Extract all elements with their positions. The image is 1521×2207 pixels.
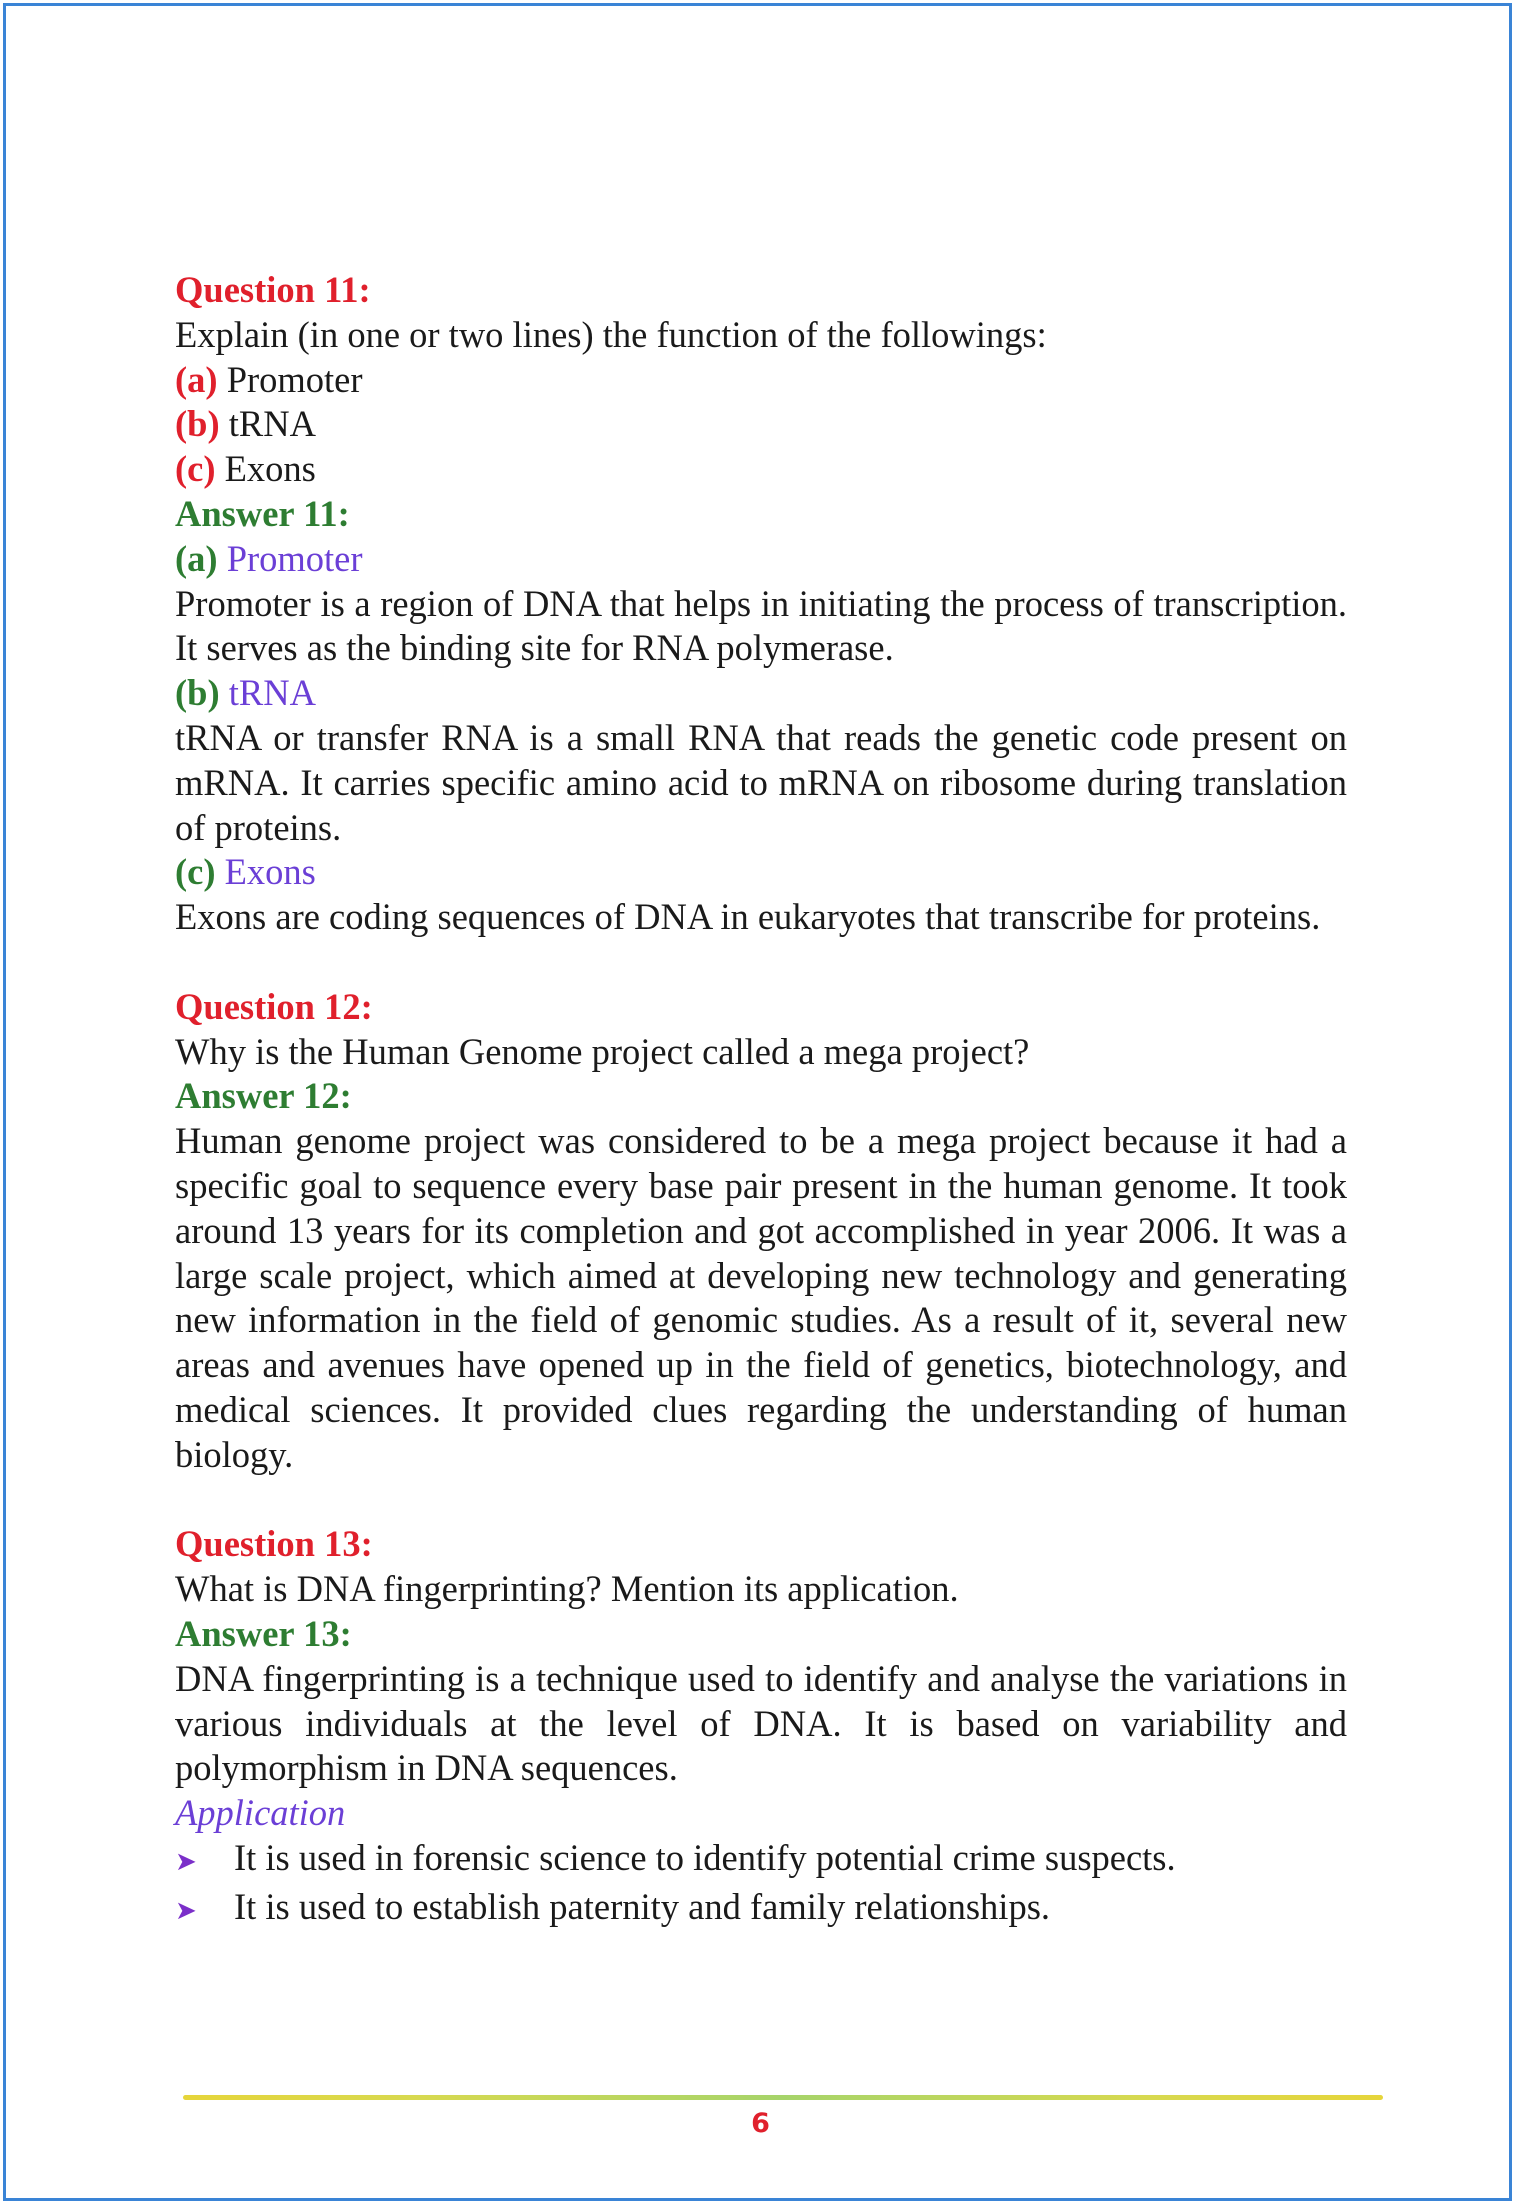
answer-11-a-heading <box>175 537 1347 582</box>
question-11-option-b <box>175 402 1347 447</box>
option-text: tRNA <box>228 403 316 445</box>
option-text: Exons <box>224 448 316 490</box>
answer-letter: (b) <box>175 672 220 714</box>
option-letter: (a) <box>175 358 218 400</box>
section-spacer <box>175 1478 1347 1523</box>
question-11-title: Question 11: <box>175 269 371 310</box>
question-11-option-a <box>175 358 1347 403</box>
page-number: 6 <box>751 2108 770 2139</box>
answer-11-c-text: Exons are coding sequences of DNA in eukaryotes that transcribe for proteins. <box>175 896 1321 938</box>
option-letter: (c) <box>175 448 216 490</box>
question-11-prompt: Explain (in one or two lines) the function of the followings: <box>175 313 1047 355</box>
application-heading: Application <box>175 1792 346 1834</box>
answer-11-c-heading <box>175 850 1347 895</box>
answer-term: Exons <box>224 851 316 893</box>
option-text: Promoter <box>226 358 363 400</box>
application-text: It is used to establish paternity and family relationships. <box>234 1885 1051 1927</box>
question-13-prompt: What is DNA fingerprinting? Mention its application. <box>175 1568 959 1610</box>
answer-11-a-text: Promoter is a region of DNA that helps in initiating the process of transcription. It serves as the binding site for RNA polymerase. <box>175 582 1347 669</box>
question-13-title: Question 13: <box>175 1523 373 1565</box>
answer-letter: (a) <box>175 537 218 579</box>
answer-11-title: Answer 11: <box>175 492 350 534</box>
question-12-prompt: Why is the Human Genome project called a mega project? <box>175 1030 1030 1072</box>
arrow-right-icon: ➤ <box>175 1846 197 1877</box>
footer-divider <box>183 2095 1383 2100</box>
question-12-title: Question 12: <box>175 985 373 1027</box>
answer-letter: (c) <box>175 851 216 893</box>
application-text: It is used in forensic science to identify potential crime suspects. <box>234 1836 1176 1878</box>
answer-11-b-text: tRNA or transfer RNA is a small RNA that reads the genetic code present on mRNA. It carries specific amino acid to mRNA on ribosome during translation of proteins. <box>175 716 1347 848</box>
arrow-right-icon: ➤ <box>175 1895 197 1926</box>
answer-term: Promoter <box>226 537 363 579</box>
option-letter: (b) <box>175 403 220 445</box>
answer-11-b-heading <box>175 671 1347 716</box>
section-spacer <box>175 940 1347 985</box>
page-content <box>175 268 1347 1933</box>
question-11-option-c <box>175 447 1347 492</box>
answer-term: tRNA <box>228 672 316 714</box>
application-item <box>175 1836 1347 1885</box>
answer-13-title: Answer 13: <box>175 1612 352 1654</box>
answer-12-text: Human genome project was considered to be a mega project because it had a specific goal to sequence every base pair present in the human genome. It took around 13 years for its completion and got accomplished in year 2006. It was a large scale project, which aimed at developing new technology and generating new information in the field of genomic studies. As a result of it, several new areas and avenues have opened up in the field of genetics, biotechnology, and medical sciences. It provided clues regarding the understanding of human biology. <box>175 1120 1347 1475</box>
answer-13-text: DNA fingerprinting is a technique used to identify and analyse the variations in various individuals at the level of DNA. It is based on variability and polymorphism in DNA sequences. <box>175 1657 1347 1789</box>
answer-12-title: Answer 12: <box>175 1075 352 1117</box>
application-item <box>175 1885 1347 1934</box>
